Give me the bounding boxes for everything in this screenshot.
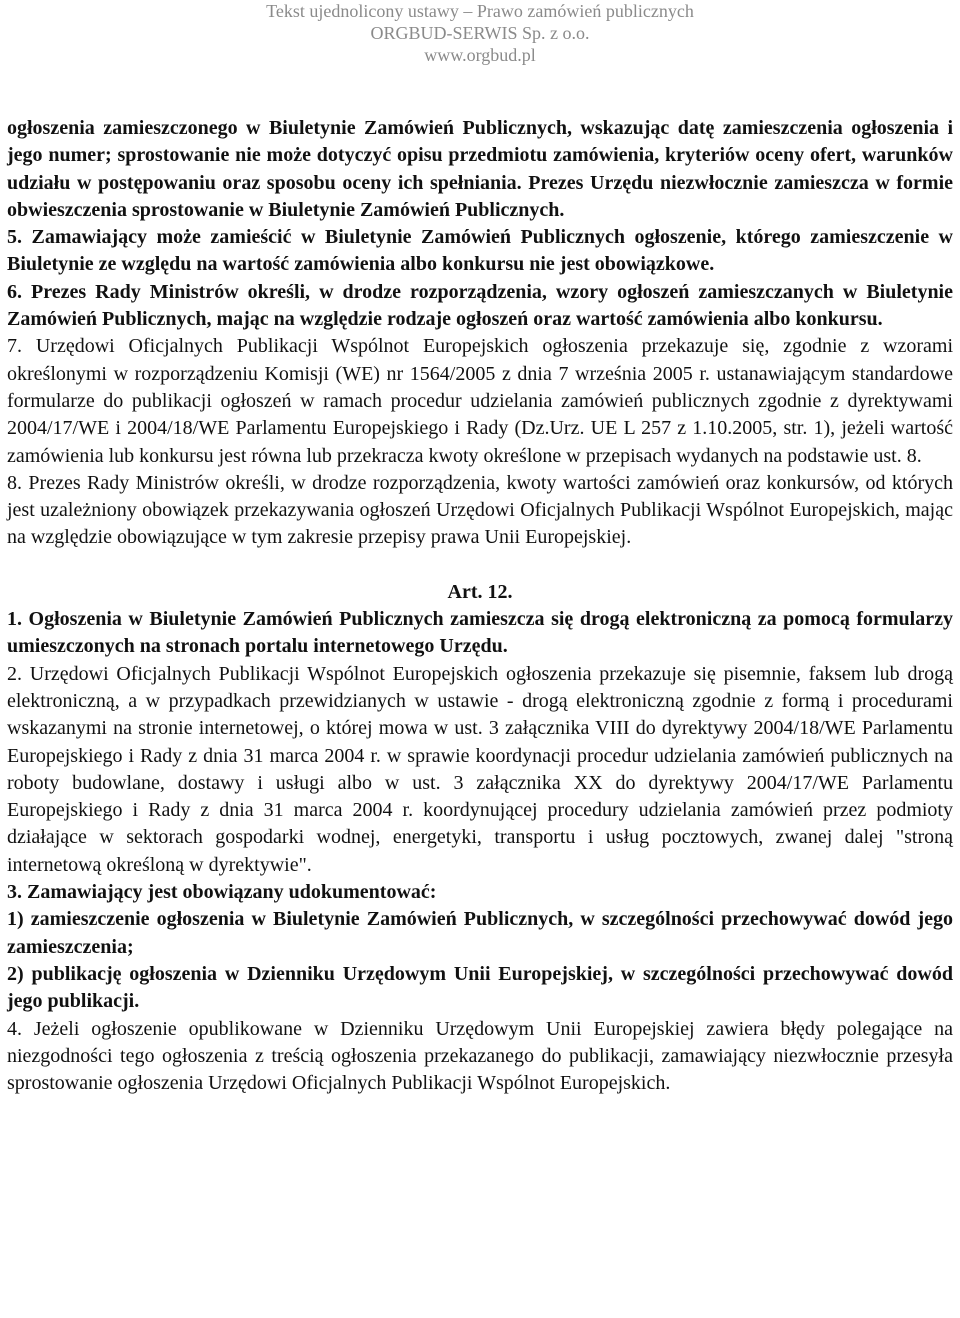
paragraph-6: 6. Prezes Rady Ministrów określi, w drodze rozporządzenia, wzory ogłoszeń zamieszczanych w Biuletynie Zamówień Publicznych, mając na względzie rodzaje ogłoszeń oraz wartość zamówienia albo konkursu. <box>7 280 953 331</box>
header-title: Tekst ujednolicony ustawy – Prawo zamówień publicznych <box>266 1 694 21</box>
paragraph-continuation: ogłoszenia zamieszczonego w Biuletynie Zamówień Publicznych, wskazując datę zamieszczenia ogłoszenia i jego numer; sprostowanie nie może dotyczyć opisu przedmiotu zamówienia, kryteriów oceny ofert, warunków udziału w postępowaniu oraz sposobu oceny ich spełniania. Prezes Urzędu niezwłocznie zamieszcza w formie obwieszczenia sprostowanie w Biuletynie Zamówień Publicznych. <box>7 117 953 221</box>
paragraph-7: 7. Urzędowi Oficjalnych Publikacji Wspólnot Europejskich ogłoszenia przekazuje się, zgodnie z wzorami określonymi w rozporządzeniu Komisji (WE) nr 1564/2005 z dnia 7 września 2005 r. ustanawiającym standardowe formularze do publikacji ogłoszeń w ramach procedur udzielania zamówień publicznych zgodnie z dyrektywami 2004/17/WE i 2004/18/WE Parlamentu Europejskiego i Rady (Dz.Urz. UE L 257 z 1.10.2005, str. 1), jeżeli wartość zamówienia lub konkursu jest równa lub przekracza kwoty określone w przepisach wydanych na podstawie ust. 8. <box>7 335 953 467</box>
page-header <box>0 0 960 72</box>
article-12-paragraph-4: 4. Jeżeli ogłoszenie opublikowane w Dzienniku Urzędowym Unii Europejskiej zawiera błędy polegające na niezgodności tego ogłoszenia z treścią ogłoszenia przekazanego do publikacji, zamawiający niezwłocznie przesyła sprostowanie ogłoszenia Urzędowi Oficjalnych Publikacji Wspólnot Europejskich. <box>7 1017 953 1095</box>
paragraph-5: 5. Zamawiający może zamieścić w Biuletynie Zamówień Publicznych ogłoszenie, którego zamieszczenie w Biuletynie ze względu na wartość zamówienia albo konkursu nie jest obowiązkowe. <box>7 226 953 276</box>
header-website[interactable]: www.orgbud.pl <box>424 45 536 65</box>
paragraph-8: 8. Prezes Rady Ministrów określi, w drodze rozporządzenia, kwoty wartości zamówień oraz konkursów, od których jest uzależniony obowiązek przekazywania ogłoszeń Urzędowi Oficjalnych Publikacji Wspólnot Europejskich, mając na względzie obowiązujące w tym zakresie przepisy prawa Unii Europejskiej. <box>7 471 953 549</box>
header-publisher: ORGBUD-SERWIS Sp. z o.o. <box>370 23 590 43</box>
section-spacer <box>7 552 953 579</box>
article-title: Art. 12. <box>447 580 513 603</box>
article-12-point-1: 1) zamieszczenie ogłoszenia w Biuletynie Zamówień Publicznych, w szczególności przechowywać dowód jego zamieszczenia; <box>7 908 953 958</box>
article-12-paragraph-3: 3. Zamawiający jest obowiązany udokumentować: <box>7 881 437 904</box>
document-body <box>7 115 953 1097</box>
article-12-paragraph-2: 2. Urzędowi Oficjalnych Publikacji Wspólnot Europejskich ogłoszenia przekazuje się pisemnie, faksem lub drogą elektroniczną, a w przypadkach przewidzianych w ustawie - drogą elektroniczną zgodnie z formą i procedurami wskazanymi na stronie internetowej, o której mowa w ust. 3 załącznika VIII do dyrektywy 2004/18/WE Parlamentu Europejskiego i Rady z dnia 31 marca 2004 r. w sprawie koordynacji procedur udzielania zamówień publicznych na roboty budowlane, dostawy i usługi albo w ust. 3 załącznika XX do dyrektywy 2004/17/WE Parlamentu Europejskiego i Rady z dnia 31 marca 2004 r. koordynującej procedury udzielania zamówień przez podmioty działające w sektorach gospodarki wodnej, energetyki, transportu i usług pocztowych, zwanej dalej "stroną internetową określoną w dyrektywie". <box>7 662 953 876</box>
article-12-paragraph-1: 1. Ogłoszenia w Biuletynie Zamówień Publicznych zamieszcza się drogą elektroniczną za pomocą formularzy umieszczonych na stronach portalu internetowego Urzędu. <box>7 608 953 658</box>
article-12-point-2: 2) publikację ogłoszenia w Dzienniku Urzędowym Unii Europejskiej, w szczególności przechowywać dowód jego publikacji. <box>7 962 953 1013</box>
